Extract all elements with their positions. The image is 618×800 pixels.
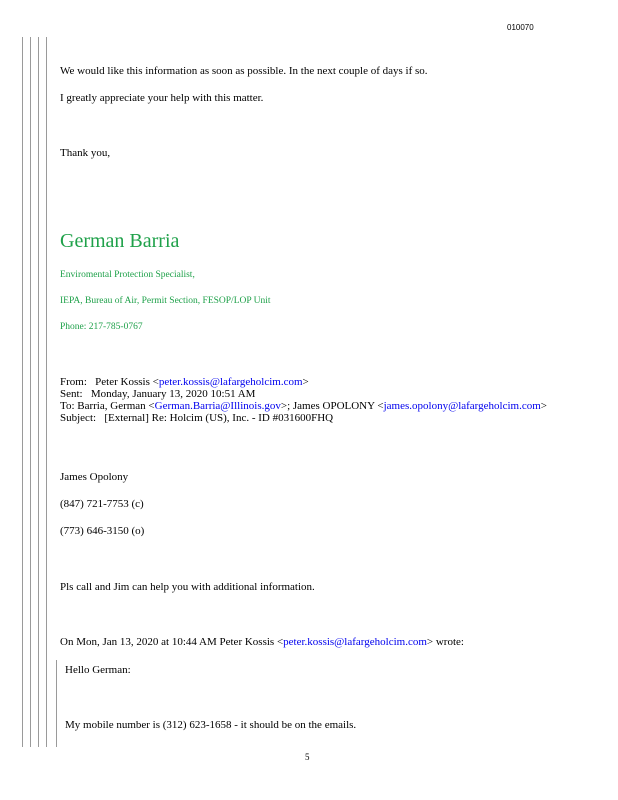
sent-value: Monday, January 13, 2020 10:51 AM (90, 388, 256, 400)
to-name-1: Barria, German < (77, 400, 155, 412)
from-email-link[interactable]: peter.kossis@lafargeholcim.com (158, 376, 303, 388)
from-name: Peter Kossis < (95, 376, 159, 388)
header-from (60, 376, 309, 388)
body-line-1: We would like this information as soon as possible. In the next couple of days if so. (60, 65, 428, 77)
quote-suffix: > wrote: (426, 636, 464, 648)
to-email-link-1[interactable]: German.Barria@Illinois.gov (154, 400, 281, 412)
margin-rule (22, 37, 23, 747)
contact-phone-office: (773) 646-3150 (o) (60, 525, 145, 537)
to-mid: >; James OPOLONY < (280, 400, 384, 412)
to-label: To: (60, 400, 75, 412)
page-number: 5 (305, 752, 310, 762)
sent-label: Sent: (60, 388, 83, 400)
header-subject (60, 412, 333, 424)
to-email-link-2[interactable]: james.opolony@lafargeholcim.com (383, 400, 541, 412)
to-close: > (540, 400, 547, 412)
margin-rule (38, 37, 39, 747)
subject-value: [External] Re: Holcim (US), Inc. - ID #031600FHQ (104, 412, 334, 424)
margin-rule (30, 37, 31, 747)
signature-org: IEPA, Bureau of Air, Permit Section, FESOP/LOP Unit (60, 296, 271, 306)
margin-rule (46, 37, 47, 747)
header-to (60, 400, 547, 412)
from-close: > (302, 376, 309, 388)
note-line: Pls call and Jim can help you with additional information. (60, 581, 315, 593)
quoted-mobile: My mobile number is (312) 623-1658 - it should be on the emails. (65, 719, 357, 731)
subject-label: Subject: (60, 412, 97, 424)
contact-phone-cell: (847) 721-7753 (c) (60, 498, 144, 510)
from-label: From: (60, 376, 87, 388)
signature-name: German Barria (60, 230, 180, 252)
closing: Thank you, (60, 147, 111, 159)
header-sent (60, 388, 255, 400)
quote-email-link[interactable]: peter.kossis@lafargeholcim.com (283, 636, 427, 648)
signature-phone: Phone: 217-785-0767 (60, 322, 143, 332)
quote-prefix: On Mon, Jan 13, 2020 at 10:44 AM Peter Kossis < (60, 636, 284, 648)
quote-rule (56, 660, 57, 747)
quoted-greeting: Hello German: (65, 664, 131, 676)
contact-name: James Opolony (60, 471, 129, 483)
document-number: 010070 (507, 23, 534, 32)
signature-title: Enviromental Protection Specialist, (60, 270, 195, 280)
quote-header (60, 636, 464, 648)
body-line-2: I greatly appreciate your help with this matter. (60, 92, 264, 104)
